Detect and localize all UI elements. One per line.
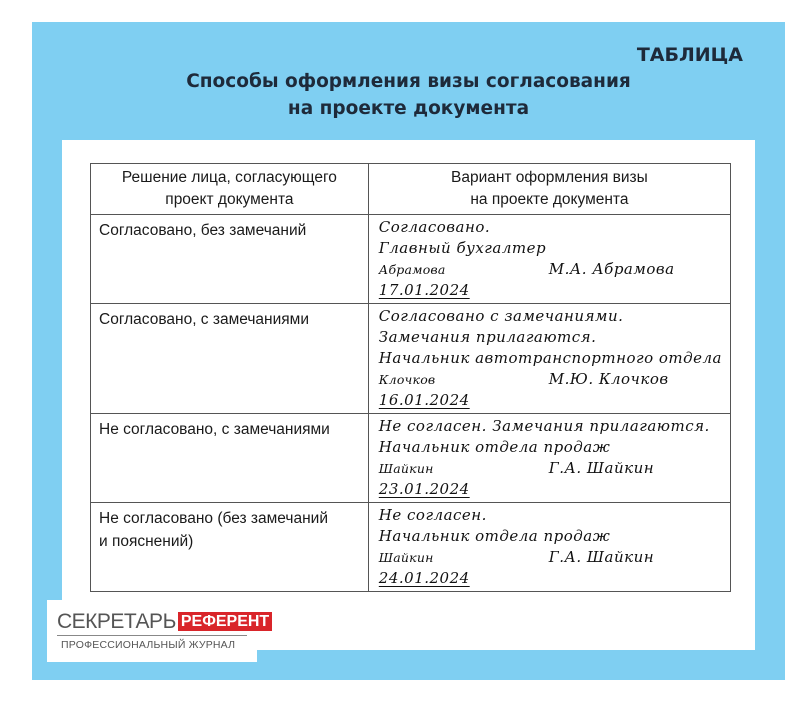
signer-name: М.А. Абрамова [548,260,675,278]
table-header-row [91,164,731,215]
table-row [91,304,731,414]
logo-name [57,610,272,634]
page-title [32,68,785,122]
publisher-logo [47,600,270,662]
visa-cell [368,304,730,414]
visa-cell [368,215,730,304]
header-visa [368,164,730,215]
decision-line: Не согласовано (без замечаний [99,510,328,527]
header-visa-line-1: Вариант оформления визы [450,169,648,186]
header-decision [91,164,369,215]
visa-date: 24.01.2024 [378,569,470,587]
signature-row [379,259,722,280]
handwritten-signature: Клочков [378,372,436,387]
signature-row [379,458,722,479]
title-line-1: Способы оформления визы согласования [186,71,631,92]
logo-badge: РЕФЕРЕНТ [178,612,272,631]
signature-row [379,369,722,390]
header-decision-line-2: проект документа [165,191,294,208]
visa-text-line: Начальник отдела продаж [378,527,611,545]
decision-line: Согласовано, с замечаниями [99,311,309,328]
handwritten-signature: Шайкин [378,461,434,476]
table-row [91,215,731,304]
visa-text-line: Не согласен. [378,506,487,524]
decision-line: Не согласовано, с замечаниями [99,421,330,438]
visa-cell [368,414,730,503]
visa-text-line: Замечания прилагаются. [378,328,597,346]
decision-line: и пояснений) [99,533,194,550]
visa-text-line: Согласовано с замечаниями. [378,307,624,325]
visa-table [90,163,731,592]
visa-text-line: Согласовано. [378,218,491,236]
logo-divider [57,635,247,636]
handwritten-signature: Шайкин [378,550,434,565]
header-decision-line-1: Решение лица, согласующего [121,169,337,186]
logo-subtitle: ПРОФЕССИОНАЛЬНЫЙ ЖУРНАЛ [61,639,236,651]
signer-name: Г.А. Шайкин [548,548,655,566]
decision-cell [91,304,369,414]
visa-text-line: Начальник отдела продаж [378,438,611,456]
signer-name: Г.А. Шайкин [548,459,655,477]
logo-name-text: СЕКРЕТАРЬ [57,610,176,633]
table-frame [32,22,785,680]
title-line-2: на проекте документа [287,98,530,119]
signer-name: М.Ю. Клочков [548,370,669,388]
visa-date: 23.01.2024 [378,480,470,498]
visa-text-line: Начальник автотранспортного отдела [378,349,722,367]
decision-line: Согласовано, без замечаний [99,222,307,239]
visa-date: 17.01.2024 [378,281,470,299]
decision-cell [91,503,369,592]
decision-cell [91,215,369,304]
visa-cell [368,503,730,592]
signature-row [379,547,722,568]
visa-text-line: Главный бухгалтер [378,239,547,257]
decision-cell [91,414,369,503]
table-row [91,503,731,592]
visa-text-line: Не согласен. Замечания прилагаются. [378,417,710,435]
handwritten-signature: Абрамова [378,262,446,277]
table-row [91,414,731,503]
header-visa-line-2: на проекте документа [470,191,629,208]
visa-date: 16.01.2024 [378,391,470,409]
table-panel [62,140,755,650]
table-label: ТАБЛИЦА [636,44,743,66]
